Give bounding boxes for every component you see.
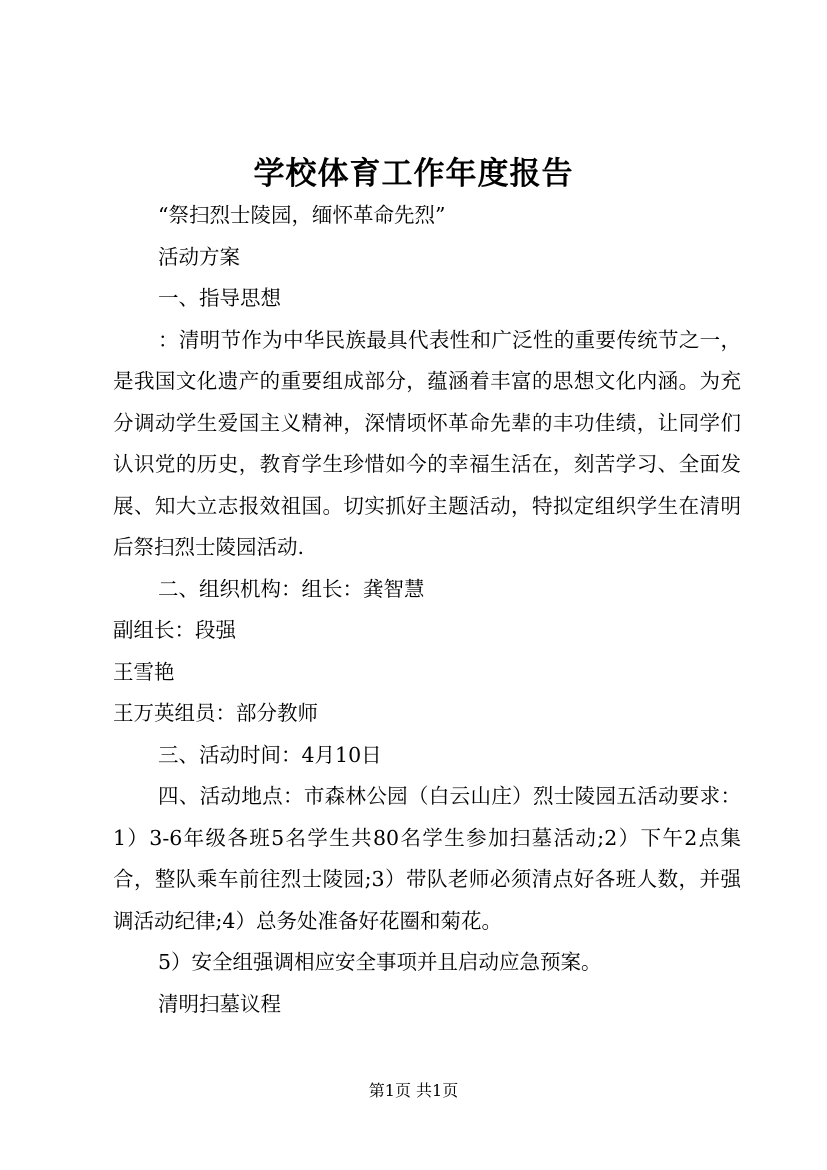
paragraph-plan-heading: 活动方案 — [158, 244, 240, 269]
section-heading-time: 三、活动时间：4月10日 — [158, 742, 382, 767]
paragraph-slogan: “祭扫烈士陵园，缅怀革命先烈” — [158, 203, 446, 227]
page-number: 第1页 共1页 — [368, 1081, 459, 1100]
paragraph-member-name: 王雪艳 — [113, 659, 175, 684]
paragraph-members: 王万英组员：部分教师 — [113, 701, 318, 725]
paragraph-safety: 5）安全组强调相应安全事项并且启动应急预案。 — [158, 950, 602, 974]
paragraph-deputy-leader: 副组长：段强 — [113, 618, 236, 642]
paragraph-agenda-heading: 清明扫墓议程 — [158, 991, 281, 1016]
document-body — [113, 195, 741, 1025]
section-heading-guiding-thought: 一、指导思想 — [158, 286, 281, 310]
paragraph-location-requirements: 四、活动地点：市森林公园（白云山庄）烈士陵园五活动要求：1）3-6年级各班5名学生共80名学生参加扫墓活动;2）下午2点集合，整队乘车前往烈士陵园;3）带队老师必须清点好各班人数，并强调活动纪律;4）总务处准备好花圈和菊花。 — [113, 784, 741, 933]
section-heading-organization: 二、组织机构：组长：龚智慧 — [158, 576, 425, 601]
document-title: 学校体育工作年度报告 — [253, 156, 574, 192]
paragraph-guiding-thought: ：清明节作为中华民族最具代表性和广泛性的重要传统节之一，是我国文化遗产的重要组成部分，蕴涵着丰富的思想文化内涵。为充分调动学生爱国主义精神，深情顷怀革命先辈的丰功佳绩，让同学们认识党的历史，教育学生珍惜如今的幸福生活在，刻苦学习、全面发展、知大立志报效祖国。切实抓好主题活动，特拟定组织学生在清明后祭扫烈士陵园活动. — [113, 327, 741, 559]
